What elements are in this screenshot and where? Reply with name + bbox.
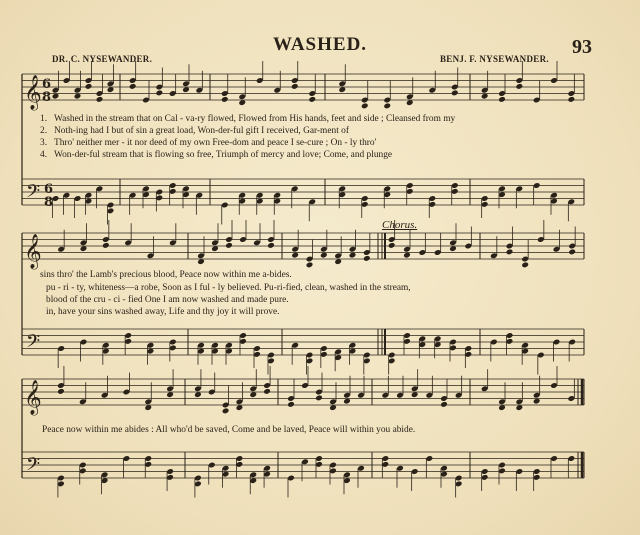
note-head <box>388 242 396 249</box>
bass-clef: 𝄢 <box>26 181 41 207</box>
note-head <box>568 249 576 256</box>
note-head <box>102 242 110 249</box>
note-head <box>287 401 295 408</box>
note-head <box>96 96 104 103</box>
page-number: 93 <box>572 36 592 58</box>
verse-line-4: 4. Won-der-ful stream that is flowing so free, Triumph of mercy and love; Come, and plunge <box>40 150 393 160</box>
treble-clef: 𝄞 <box>24 380 42 415</box>
system2-line-1: sins thro' the Lamb's precious blood, Peace now within me a-bides. <box>40 270 292 280</box>
verse-line-3: 3. Thro' neither mer - it nor deed of my own Free-dom and peace I se-cure ; On - ly thro' <box>40 138 377 148</box>
note-head <box>361 103 369 110</box>
note-head <box>263 388 271 395</box>
note-head <box>506 249 514 256</box>
note-head <box>363 255 371 262</box>
note-head <box>451 90 459 97</box>
note-head <box>129 83 137 90</box>
time-sig-bottom: 8 <box>44 195 54 210</box>
treble-clef: 𝄞 <box>24 75 42 110</box>
lyricist-credit: DR. C. NYSEWANDER. <box>52 54 153 64</box>
note-head <box>85 83 93 90</box>
note-head <box>498 96 506 103</box>
time-sig-top: 6 <box>42 77 52 92</box>
note-head <box>222 408 230 415</box>
verse-line-2: 2. Noth-ing had I but of sin a great load, Won-der-ful gift I received, Gar-ment of <box>40 126 349 136</box>
time-sig-bottom: 8 <box>42 90 52 105</box>
note-head <box>221 96 229 103</box>
note-head <box>440 401 448 408</box>
treble-clef: 𝄞 <box>24 234 42 269</box>
note-head <box>308 96 316 103</box>
note-head <box>568 96 576 103</box>
system2-line-2: pu - ri - ty, whiteness—a robe, Soon as I ful - ly believed. Pu-ri-fied, clean, washed in the stream, <box>46 283 411 293</box>
note-head <box>57 388 65 395</box>
system2-line-3: blood of the cru - ci - fied One I am now washed and made pure. <box>46 295 289 305</box>
note-head <box>383 103 391 110</box>
bass-clef: 𝄢 <box>26 331 41 357</box>
note-head <box>156 90 164 97</box>
note-head <box>225 242 233 249</box>
note-head <box>315 395 323 402</box>
system2-line-4: in, have your sins washed away, Life and thy joy it will prove. <box>46 307 280 317</box>
note-head <box>521 262 529 269</box>
time-sig-top: 6 <box>44 182 54 197</box>
chorus-label: Chorus. <box>382 219 418 231</box>
composer-credit: BENJ. F. NYSEWANDER. <box>440 54 549 64</box>
verse-line-1: 1. Washed in the stream that on Cal - va-ry flowed, Flowed from His hands, feet and side ; Cleansed from my <box>40 114 456 124</box>
note-head <box>267 242 275 249</box>
bass-clef: 𝄢 <box>26 454 41 480</box>
system3-lyric: Peace now within me abides : All who'd be saved, Come and be laved, Peace will within you abide. <box>42 425 416 435</box>
note-head <box>291 83 299 90</box>
note-head <box>306 262 314 269</box>
note-head <box>516 83 524 90</box>
hymn-title: WASHED. <box>272 34 368 55</box>
